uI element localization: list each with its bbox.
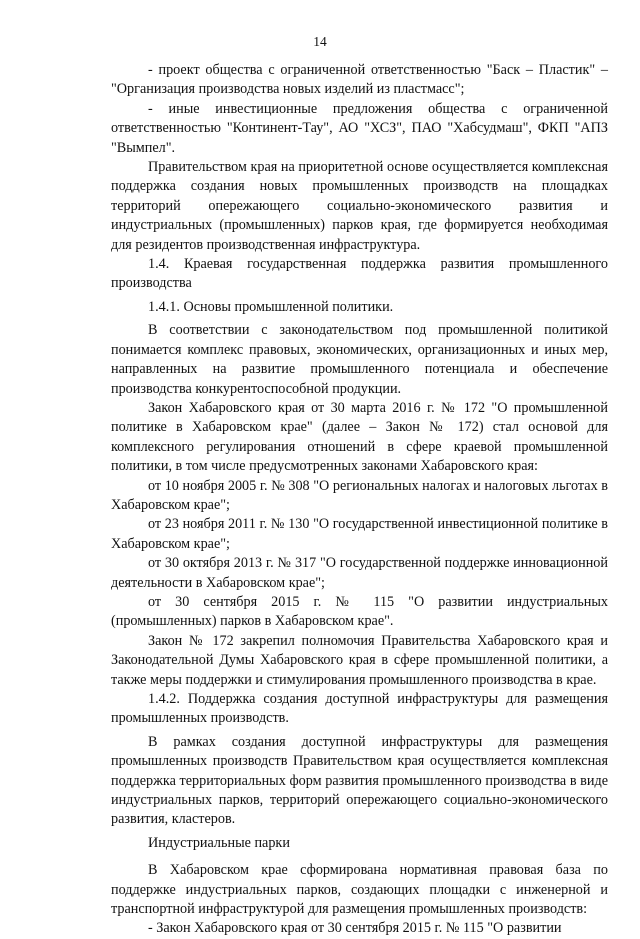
subheading-industrial-parks: Индустриальные парки <box>148 834 290 851</box>
list-item-law-115: от 30 сентября 2015 г. № 115 "О развитии индустриальных (промышленных) парков в Хабаровском крае". <box>111 593 608 630</box>
paragraph-government-support: Правительством края на приоритетной основе осуществляется комплексная поддержка создания новых промышленных производств на площадках территорий опережающего социально-экономического развития и индустриальных (промышленных) парков края, где формируется необходимая для резидентов производственная инфраструктура. <box>111 159 608 253</box>
section-heading-1-4: 1.4. Краевая государственная поддержка развития промышленного производства <box>111 256 608 292</box>
paragraph-infrastructure-support: В рамках создания доступной инфраструктуры для размещения промышленных производств Правительством края осуществляется комплексная поддержка территориальных форм развития промышленного производства в виде индустриальных парков, территорий опережающего социально-экономического развития, кластеров. <box>111 733 608 828</box>
list-item-law-308: от 10 ноября 2005 г. № 308 "О региональных налогах и налоговых льготах в Хабаровском крае"; <box>111 477 608 513</box>
paragraph-other-investment-proposals: - иные инвестиционные предложения общества с ограниченной ответственностью "Континент-Тау", АО "ХСЗ", ПАО "Хабсудмаш", ФКП "АПЗ "Вымпел". <box>111 100 608 156</box>
paragraph-law-172: Закон Хабаровского края от 30 марта 2016 г. № 172 "О промышленной политике в Хабаровском крае" (далее – Закон № 172) стал основой для комплексного регулирования отношений в сфере краевой промышленной политики, в том числе предусмотренных законами Хабаровского края: <box>111 399 608 475</box>
document-body <box>111 61 608 939</box>
paragraph-law-172-powers: Закон № 172 закрепил полномочия Правительства Хабаровского края и Законодательной Думы Хабаровского края в сфере промышленной политики, а также меры поддержки и стимулирования промышленного производства в крае. <box>111 632 608 688</box>
section-heading-1-4-1: 1.4.1. Основы промышленной политики. <box>148 298 394 315</box>
list-item-law-317: от 30 октября 2013 г. № 317 "О государственной поддержке инновационной деятельности в Хабаровском крае"; <box>111 555 608 591</box>
page-number: 14 <box>313 34 327 49</box>
section-heading-1-4-2: 1.4.2. Поддержка создания доступной инфраструктуры для размещения промышленных производств. <box>111 691 608 727</box>
list-item-law-130: от 23 ноября 2011 г. № 130 "О государственной инвестиционной политике в Хабаровском крае"; <box>111 516 608 552</box>
list-item-law-115-development: - Закон Хабаровского края от 30 сентября 2015 г. № 115 "О развитии <box>148 920 562 937</box>
paragraph-bask-plastic-project: - проект общества с ограниченной ответственностью "Баск – Пластик" – "Организация производства новых изделий из пластмасс"; <box>111 62 608 98</box>
paragraph-industrial-policy-definition: В соответствии с законодательством под промышленной политикой понимается комплекс правовых, экономических, организационных и иных мер, направленных на развитие промышленного потенциала и обеспечение производства конкурентоспособной продукции. <box>111 322 608 397</box>
paragraph-regulatory-framework: В Хабаровском крае сформирована нормативная правовая база по поддержке индустриальных парков, создающих площадки с инженерной и транспортной инфраструктурой для размещения промышленных производств: <box>111 862 608 918</box>
